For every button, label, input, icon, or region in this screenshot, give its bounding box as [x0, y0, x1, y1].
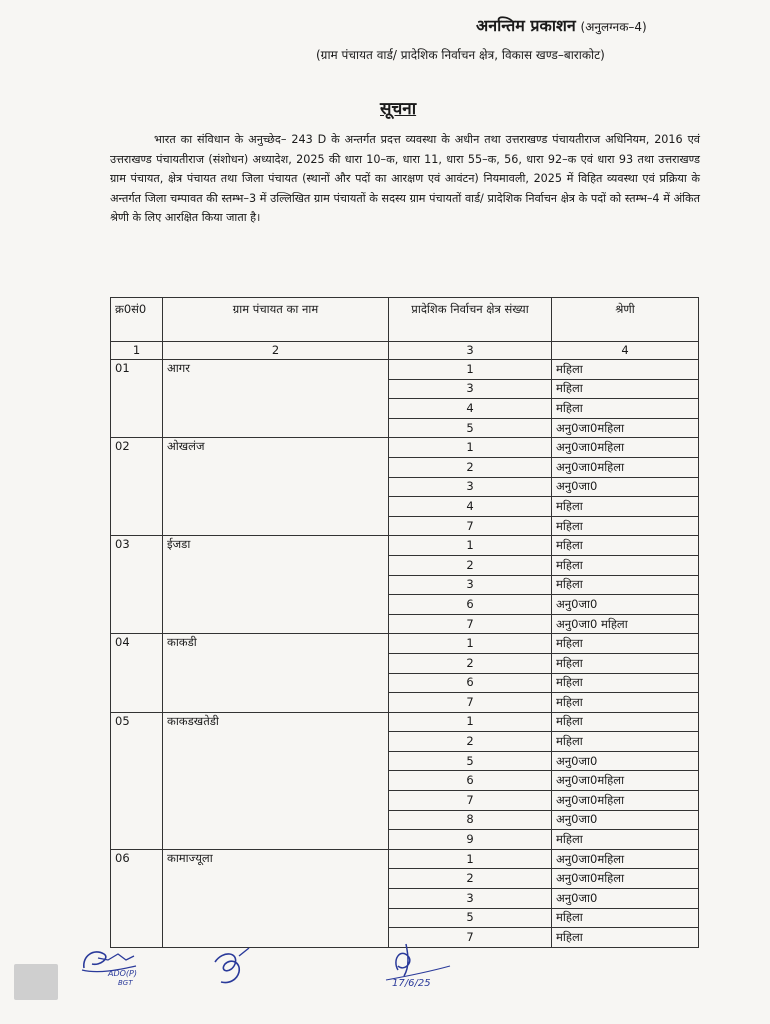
category-cell: महिला: [552, 908, 699, 928]
ward-number-cell: 7: [389, 791, 552, 811]
header-title-note: (अनुलग्नक–4): [580, 20, 647, 34]
document-header-title: [476, 14, 647, 36]
ward-number-cell: 2: [389, 653, 552, 673]
table-row: [111, 536, 699, 556]
table-header-row: [111, 298, 699, 342]
category-cell: महिला: [552, 399, 699, 419]
header-ward: प्रादेशिक निर्वाचन क्षेत्र संख्या: [389, 298, 552, 342]
category-cell: अनु0जा0महिला: [552, 849, 699, 869]
category-cell: अनु0जा0महिला: [552, 771, 699, 791]
category-cell: महिला: [552, 712, 699, 732]
notice-body: [110, 130, 700, 228]
notice-title: सूचना: [380, 99, 417, 119]
category-cell: महिला: [552, 693, 699, 713]
column-number-row: [111, 342, 699, 360]
category-cell: महिला: [552, 516, 699, 536]
ward-number-cell: 5: [389, 418, 552, 438]
ward-number-cell: 5: [389, 751, 552, 771]
table-row: [111, 634, 699, 654]
category-cell: महिला: [552, 928, 699, 948]
category-cell: अनु0जा0महिला: [552, 869, 699, 889]
ward-number-cell: 7: [389, 614, 552, 634]
table-row: [111, 360, 699, 380]
village-name-cell: काकडी: [163, 634, 389, 712]
ward-number-cell: 2: [389, 555, 552, 575]
village-name-cell: आगर: [163, 360, 389, 438]
svg-text:BGT: BGT: [118, 979, 133, 987]
ward-number-cell: 6: [389, 771, 552, 791]
notice-paragraph: भारत का संविधान के अनुच्छेद– 243 D के अन्तर्गत प्रदत्त व्यवस्था के अधीन तथा उत्तराखण्ड पंचायतीराज अधिनियम, 2016 एवं उत्तराखण्ड पंचायतीराज (संशोधन) अध्यादेश, 2025 की धारा 10–क, धारा 11, धारा 55–क, 56, धारा 92–क एवं धारा 93 तथा उत्तराखण्ड ग्राम पंचायत, क्षेत्र पंचायत तथा जिला पंचायत (स्थानों और पदों का आरक्षण एवं आवंटन) नियमावली, 2025 में विहित व्यवस्था एवं प्रक्रिया के अन्तर्गत जिला चम्पावत की स्तम्भ–3 में उल्लिखित ग्राम पंचायतों के सदस्य ग्राम पंचायतों वार्ड/ प्रादेशिक निर्वाचन क्षेत्र के पदों को स्तम्भ–4 में अंकित श्रेणी के लिए आरक्षित किया जाता है।: [110, 133, 700, 225]
category-cell: अनु0जा0महिला: [552, 418, 699, 438]
table-row: [111, 438, 699, 458]
ward-number-cell: 7: [389, 516, 552, 536]
category-cell: महिला: [552, 673, 699, 693]
ward-number-cell: 1: [389, 536, 552, 556]
category-cell: महिला: [552, 575, 699, 595]
ward-number-cell: 9: [389, 830, 552, 850]
category-cell: अनु0जा0महिला: [552, 791, 699, 811]
column-number: 1: [111, 342, 163, 360]
category-cell: महिला: [552, 379, 699, 399]
category-cell: महिला: [552, 360, 699, 380]
category-cell: अनु0जा0: [552, 810, 699, 830]
ward-number-cell: 3: [389, 889, 552, 909]
scan-corner-mark: [14, 964, 58, 1000]
ward-number-cell: 6: [389, 673, 552, 693]
column-number: 2: [163, 342, 389, 360]
ward-number-cell: 3: [389, 379, 552, 399]
ward-number-cell: 6: [389, 595, 552, 615]
header-village: ग्राम पंचायत का नाम: [163, 298, 389, 342]
approval-signature-stamp: [78, 940, 168, 988]
reservation-table: [110, 297, 699, 948]
category-cell: महिला: [552, 536, 699, 556]
category-cell: अनु0जा0महिला: [552, 438, 699, 458]
officer-signature: [205, 944, 255, 988]
category-cell: अनु0जा0: [552, 595, 699, 615]
village-name-cell: ओखलंज: [163, 438, 389, 536]
ward-number-cell: 3: [389, 575, 552, 595]
category-cell: महिला: [552, 830, 699, 850]
village-name-cell: कामाज्यूला: [163, 849, 389, 947]
svg-text:ADO(P): ADO(P): [108, 969, 137, 978]
category-cell: महिला: [552, 634, 699, 654]
column-number: 4: [552, 342, 699, 360]
signature-date: 17/6/25: [392, 978, 431, 989]
header-serial: क्र0सं0: [111, 298, 163, 342]
category-cell: महिला: [552, 555, 699, 575]
ward-number-cell: 4: [389, 497, 552, 517]
category-cell: अनु0जा0: [552, 751, 699, 771]
category-cell: अनु0जा0महिला: [552, 457, 699, 477]
table-body: [111, 360, 699, 948]
ward-number-cell: 7: [389, 928, 552, 948]
serial-number-cell: 06: [111, 849, 163, 947]
serial-number-cell: 04: [111, 634, 163, 712]
village-name-cell: ईजडा: [163, 536, 389, 634]
ward-number-cell: 2: [389, 732, 552, 752]
header-category: श्रेणी: [552, 298, 699, 342]
serial-number-cell: 02: [111, 438, 163, 536]
table-row: [111, 849, 699, 869]
ward-number-cell: 1: [389, 438, 552, 458]
column-number: 3: [389, 342, 552, 360]
ward-number-cell: 1: [389, 360, 552, 380]
category-cell: महिला: [552, 732, 699, 752]
document-header-subtitle: (ग्राम पंचायत वार्ड/ प्रादेशिक निर्वाचन क्षेत्र, विकास खण्ड–बाराकोट): [316, 48, 605, 62]
header-title-bold: अनन्तिम प्रकाशन: [476, 16, 576, 35]
village-name-cell: काकडखतेडी: [163, 712, 389, 849]
dated-signature: [378, 936, 468, 996]
serial-number-cell: 01: [111, 360, 163, 438]
ward-number-cell: 1: [389, 634, 552, 654]
ward-number-cell: 5: [389, 908, 552, 928]
ward-number-cell: 7: [389, 693, 552, 713]
category-cell: अनु0जा0: [552, 889, 699, 909]
category-cell: महिला: [552, 653, 699, 673]
category-cell: महिला: [552, 497, 699, 517]
serial-number-cell: 05: [111, 712, 163, 849]
category-cell: अनु0जा0 महिला: [552, 614, 699, 634]
table-row: [111, 712, 699, 732]
ward-number-cell: 8: [389, 810, 552, 830]
serial-number-cell: 03: [111, 536, 163, 634]
ward-number-cell: 4: [389, 399, 552, 419]
ward-number-cell: 1: [389, 849, 552, 869]
category-cell: अनु0जा0: [552, 477, 699, 497]
ward-number-cell: 2: [389, 457, 552, 477]
ward-number-cell: 2: [389, 869, 552, 889]
ward-number-cell: 1: [389, 712, 552, 732]
ward-number-cell: 3: [389, 477, 552, 497]
